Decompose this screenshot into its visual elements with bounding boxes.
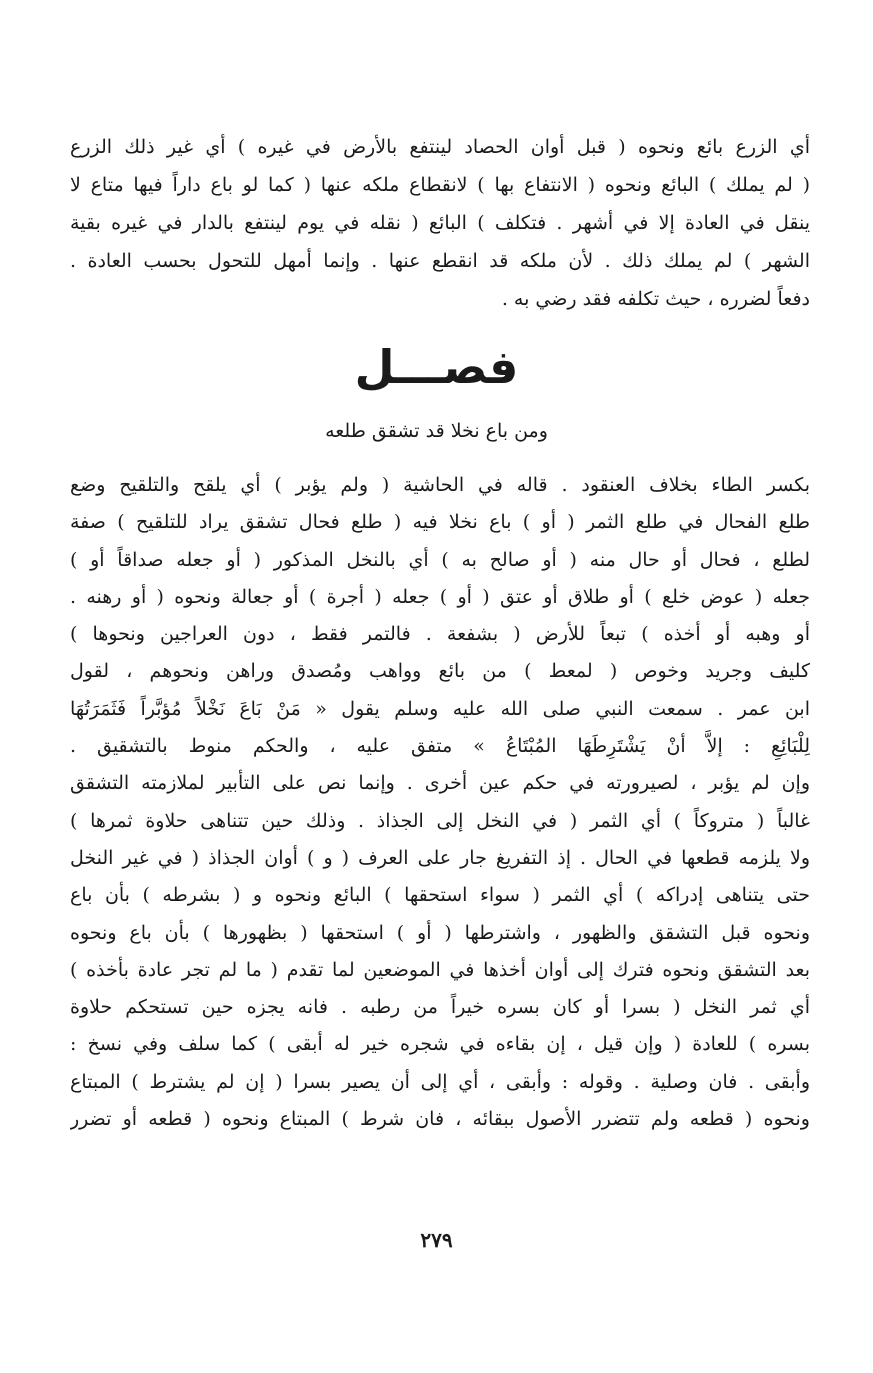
text-line: وأبقى . فان وصلية . وقوله : وأبقى ، أي إلى أن يصير بسرا ( إن لم يشترط ) المبتاع	[70, 1070, 810, 1093]
text-line: أي الزرع بائع ونحوه ( قبل أوان الحصاد لينتفع بالأرض في غيره ) أي غير ذلك الزرع	[70, 136, 810, 158]
text-line: ولا يلزمه قطعها في الحال . إذ التفريغ جار على العرف ( و ) أوان الجذاذ ( في غير النخل	[70, 846, 810, 869]
text-line: طلع الفحال في طلع الثمر ( أو ) باع نخلا فيه ( طلع فحال تشقق يراد للتلقيح ) صفة	[70, 511, 810, 534]
text-line: بكسر الطاء بخلاف العنقود . قاله في الحاشية ( ولم يؤبر ) أي يلقح والتلقيح وضع	[70, 474, 810, 496]
text-line: أو وهبه أو أخذه ) تبعاً للأرض ( بشفعة . فالتمر فقط ، دون العراجين ونحوها )	[70, 623, 810, 646]
text-line: ( لم يملك ) البائع ونحوه ( الانتفاع بها ) لانقطاع ملكه عنها ( كما لو باع داراً فيها متاع لا	[70, 174, 810, 196]
text-line: بسره ) للعادة ( وإن قيل ، إن بقاءه في شجره خير له أبقى ) كما سلف وفي نسخ :	[70, 1033, 810, 1056]
main-paragraph	[70, 467, 810, 1138]
text-line: أي ثمر النخل ( بسرا أو كان بسره خيراً من رطبه . فانه يجزه حين تستحكم حلاوة	[70, 996, 810, 1019]
text-line: غالباً ( متروكاً ) أي الثمر ( في النخل إلى الجذاذ . وذلك حين تتناهى حلاوة ثمرها )	[70, 809, 810, 832]
text-line: بعد التشقق ونحوه فترك إلى أوان أخذها في الموضعين لما تقدم ( ما لم تجر عادة بأخذه )	[70, 958, 810, 981]
text-line: ابن عمر . سمعت النبي صلى الله عليه وسلم يقول « مَنْ بَاعَ نَخْلاً مُؤبَّراً فَثَمَرَتُهَا	[70, 697, 810, 720]
page-number: ٢٧٩	[420, 1228, 453, 1252]
text-line: ونحوه قبل التشقق والظهور ، واشترطها ( أو ) استحقها ( بظهورها ) بأن باع ونحوه	[70, 921, 810, 944]
text-line: الشهر ) لم يملك ذلك . لأن ملكه قد انقطع عنها . وإنما أمهل للتحول بحسب العادة .	[70, 250, 810, 272]
text-line: وإن لم يؤبر ، لصيرورته في حكم عين أخرى . وإنما نص على التأبير لملازمته التشقق	[70, 772, 810, 795]
text-line: لِلْبَائِعِ : إلاَّ أنْ يَشْتَرِطَهَا المُبْتَاعُ » متفق عليه ، والحكم منوط بالتشقيق .	[70, 735, 810, 758]
section-subheading: ومن باع نخلا قد تشقق طلعه	[325, 420, 548, 442]
text-line: حتى يتناهى إدراكه ) أي الثمر ( سواء استحقها ) البائع ونحوه و ( بشرطه ) بأن باع	[70, 884, 810, 907]
text-line: دفعاً لضرره ، حيث تكلفه فقد رضي به .	[501, 288, 810, 310]
text-line: ينقل في العادة إلا في أشهر . فتكلف ) البائع ( نقله في يوم لينتفع بالدار في غيره بقية	[70, 212, 810, 234]
text-line: كليف وجريد وخوص ( لمعط ) من بائع وواهب ومُصدق وراهن ونحوهم ، لقول	[70, 660, 810, 683]
top-paragraph	[70, 128, 810, 318]
text-line: لطلع ، فحال أو حال منه ( أو صالح به ) أي بالنخل المذكور ( أو جعله صداقاً أو )	[70, 548, 810, 571]
text-line: جعله ( عوض خلع ) أو طلاق أو عتق ( أو ) جعله ( أجرة ) أو جعالة ونحوه ( أو رهنه .	[70, 585, 810, 608]
text-line: ونحوه ( قطعه ولم تتضرر الأصول ببقائه ، فان شرط ) المبتاع ونحوه ( قطعه أو تضرر	[70, 1108, 810, 1131]
section-heading: فصـــل	[354, 340, 519, 394]
